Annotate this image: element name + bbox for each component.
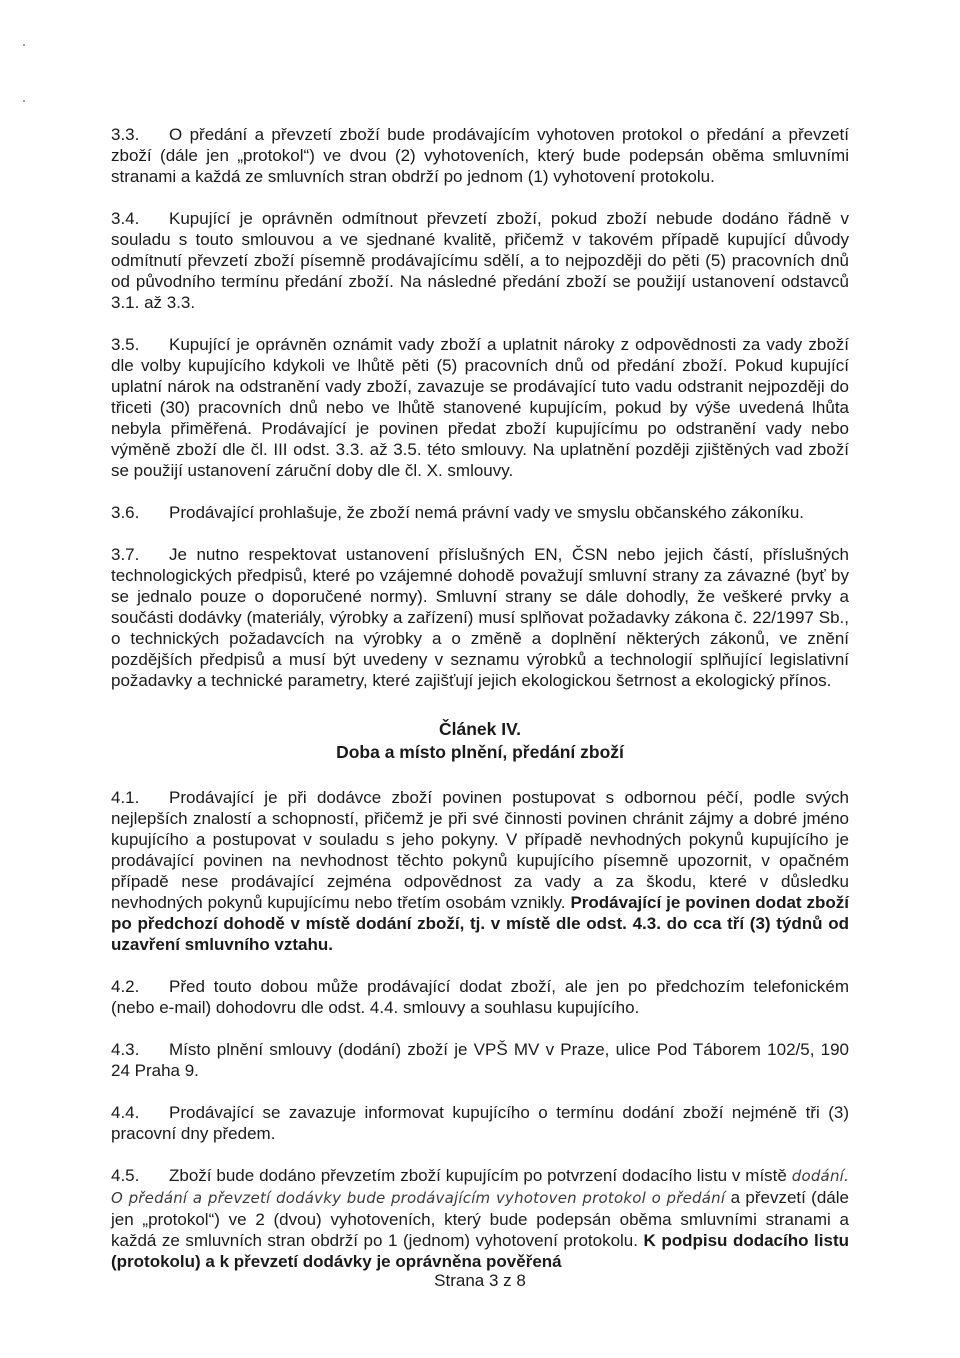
clause-4-1 <box>111 787 849 955</box>
clause-number: 3.7. <box>111 545 140 564</box>
clause-text: Kupující je oprávněn odmítnout převzetí zboží, pokud zboží nebude dodáno řádně v souladu s touto smlouvou a ve sjednané kvalitě, přičemž v takovém případě kupující důvody odmítnutí převzetí zboží písemně prodávajícímu sdělí, a to nejpozději do pěti (5) pracovních dnů od původního termínu předání zboží. Na následné předání zboží se použijí ustanovení odstavců 3.1. až 3.3. <box>111 209 849 312</box>
clause-number: 4.3. <box>111 1040 140 1059</box>
document-page <box>111 124 849 1293</box>
overlay-text: dodání. O předání a převzetí dodávky bude prodávajícím vyhotoven protokol o předání <box>111 1167 849 1207</box>
clause-3-6 <box>111 502 849 523</box>
clause-number: 3.3. <box>111 125 140 144</box>
clause-4-4 <box>111 1102 849 1144</box>
clause-bold-text: K podpisu dodacího listu (protokolu) a k převzetí dodávky je oprávněna pověřená <box>111 1231 849 1271</box>
clause-bold-text: Prodávající je povinen dodat zboží po předchozí dohodě v místě dodání zboží, tj. v místě dle odst. 4.3. do cca tří (3) týdnů od uzavření smluvního vztahu. <box>111 893 849 954</box>
article-subtitle: Doba a místo plnění, předání zboží <box>336 742 624 762</box>
clause-number: 3.6. <box>111 503 140 522</box>
clause-text: Prodávající se zavazuje informovat kupujícího o termínu dodání zboží nejméně tři (3) pracovní dny předem. <box>111 1103 849 1143</box>
clause-3-4 <box>111 208 849 313</box>
clause-number: 4.2. <box>111 977 140 996</box>
clause-number: 3.4. <box>111 209 140 228</box>
clause-number: 4.5. <box>111 1166 140 1185</box>
clause-3-3 <box>111 124 849 187</box>
clause-3-5 <box>111 334 849 481</box>
clause-text: Je nutno respektovat ustanovení příslušných EN, ČSN nebo jejich částí, příslušných technologických předpisů, které po vzájemné dohodě považují smluvní strany za závazné (byť by se jednalo pouze o doporučené normy). Smluvní strany se dále dohodly, že veškeré prvky a součásti dodávky (materiály, výrobky a zařízení) musí splňovat požadavky zákona č. 22/1997 Sb., o technických požadavcích na výrobky a o změně a doplnění některých zákonů, ve znění pozdějších předpisů a musí být uvedeny v seznamu výrobků a technologií splňující legislativní požadavky a technické parametry, které zajišťují jejich ekologickou šetrnost a ekologický přínos. <box>111 545 849 690</box>
clause-text: O předání a převzetí zboží bude prodávajícím vyhotoven protokol o předání a převzetí zboží (dále jen „protokol“) ve dvou (2) vyhotoveních, který bude podepsán oběma smluvními stranami a každá ze smluvních stran obdrží po jednom (1) vyhotovení protokolu. <box>111 125 849 186</box>
clause-4-2 <box>111 976 849 1018</box>
clause-text: Kupující je oprávněn oznámit vady zboží a uplatnit nároky z odpovědnosti za vady zboží dle volby kupujícího kdykoli ve lhůtě pěti (5) pracovních dnů od předání zboží. Pokud kupující uplatní nárok na odstranění vady zboží, zavazuje se prodávající tuto vadu odstranit nejpozději do třiceti (30) pracovních dnů nebo ve lhůtě stanovené kupujícím, pokud by výše uvedená lhůta nebyla přiměřená. Prodávající je povinen předat zboží kupujícímu po odstranění vady nebo výměně zboží dle čl. III odst. 3.3. až 3.5. této smlouvy. Na uplatnění později zjištěných vad zboží se použijí ustanovení záruční doby dle čl. X. smlouvy. <box>111 335 849 480</box>
clause-text: Prodávající prohlašuje, že zboží nemá právní vady ve smyslu občanského zákoníku. <box>169 503 805 522</box>
article-title: Článek IV. <box>438 719 522 739</box>
clause-text: a převzetí (dále jen „protokol“) ve 2 (dvou) vyhotoveních, který bude podepsán oběma smluvními stranami a každá ze smluvních stran obdrží po 1 (jednom) vyhotovení protokolu. <box>111 1188 849 1250</box>
clause-3-7 <box>111 544 849 691</box>
clause-4-5 <box>111 1165 849 1272</box>
clause-4-3 <box>111 1039 849 1081</box>
clause-text: Před touto dobou může prodávající dodat zboží, ale jen po předchozím telefonickém (nebo e-mail) dohodovru dle odst. 4.4. smlouvy a souhlasu kupujícího. <box>111 977 849 1017</box>
clause-number: 3.5. <box>111 335 140 354</box>
clause-text: Místo plnění smlouvy (dodání) zboží je VPŠ MV v Praze, ulice Pod Táborem 102/5, 190 24 Praha 9. <box>111 1040 849 1080</box>
clause-number: 4.1. <box>111 788 140 807</box>
clause-number: 4.4. <box>111 1103 140 1122</box>
page-number: Strana 3 z 8 <box>434 1271 526 1290</box>
clause-text: Prodávající je při dodávce zboží povinen postupovat s odbornou péčí, podle svých nejlepších znalostí a schopností, přičemž je při své činnosti povinen chránit zájmy a dobré jméno kupujícího a postupovat v souladu s jeho pokyny. V případě nevhodných pokynů kupujícího je prodávající povinen na nevhodnost těchto pokynů kupujícího písemně upozornit, v opačném případě nese prodávající zejména odpovědnost za vady a za škodu, které v důsledku nevhodných pokynů kupujícímu nebo třetím osobám vznikly. <box>111 788 849 912</box>
clause-text: Zboží bude dodáno převzetím zboží kupujícím po potvrzení dodacího listu v místě <box>169 1166 787 1185</box>
